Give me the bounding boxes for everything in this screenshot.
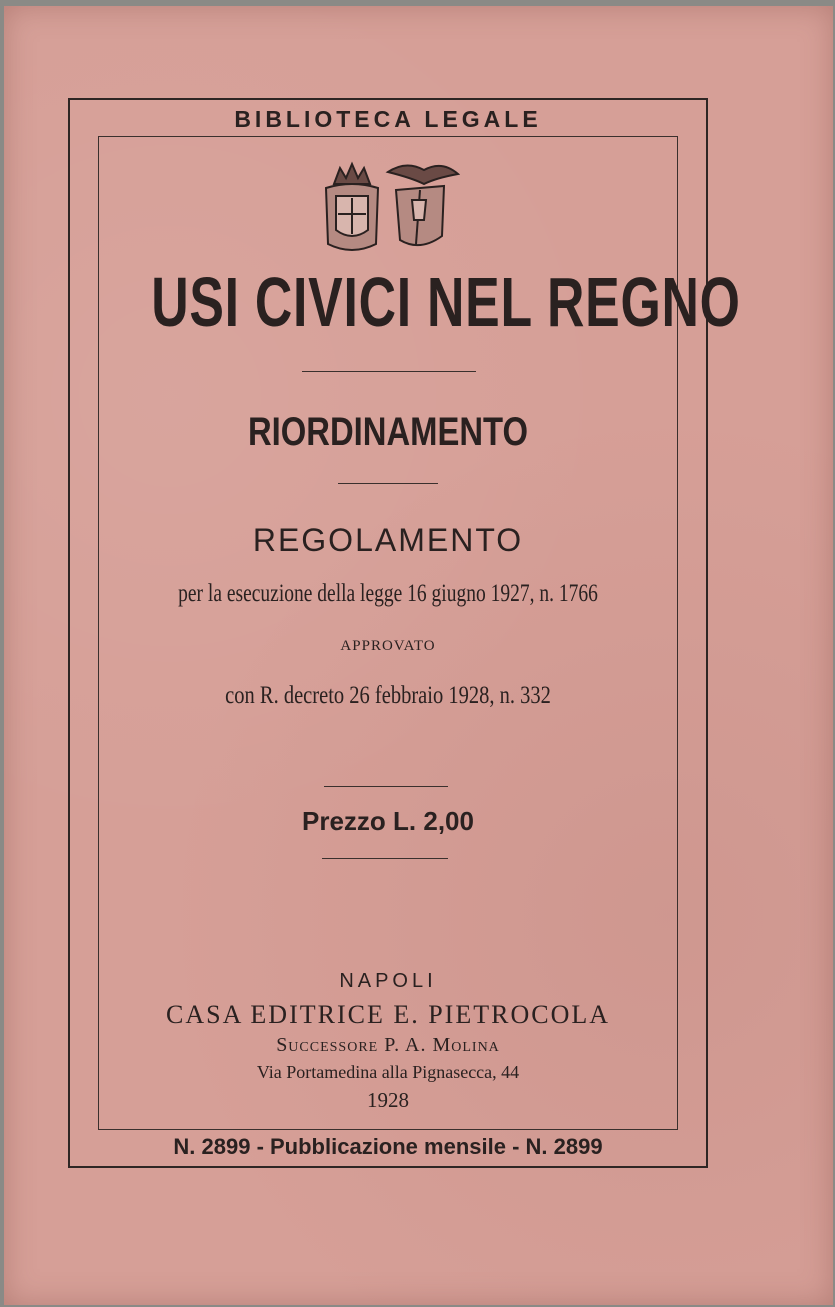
- divider-2: [338, 483, 438, 484]
- book-title: USI CIVICI NEL REGNO: [151, 263, 741, 341]
- divider-3: [324, 786, 448, 787]
- price-label: Prezzo L. 2,00: [302, 806, 474, 836]
- law-reference: per la esecuzione della legge 16 giugno 1927, n. 1766: [178, 580, 598, 607]
- publication-year: 1928: [367, 1088, 409, 1112]
- publisher-name: CASA EDITRICE E. PIETROCOLA: [166, 1000, 610, 1029]
- divider-4: [322, 858, 448, 859]
- decree-reference: con R. decreto 26 febbraio 1928, n. 332: [225, 682, 551, 709]
- coat-of-arms-icon: [316, 160, 460, 256]
- regulation-heading: REGOLAMENTO: [252, 522, 524, 558]
- publisher-successor: Successore P. A. Molina: [276, 1034, 500, 1056]
- savoy-coat-of-arms-icon: [326, 164, 378, 250]
- issue-footer: N. 2899 - Pubblicazione mensile - N. 2899: [173, 1134, 603, 1159]
- publication-city: NAPOLI: [339, 970, 437, 992]
- fascist-emblem-icon: [388, 165, 458, 245]
- book-subtitle: RIORDINAMENTO: [247, 410, 529, 454]
- series-name: BIBLIOTECA LEGALE: [234, 106, 542, 132]
- divider-1: [302, 371, 476, 372]
- publisher-address: Via Portamedina alla Pignasecca, 44: [256, 1062, 520, 1082]
- approved-label: APPROVATO: [340, 638, 436, 654]
